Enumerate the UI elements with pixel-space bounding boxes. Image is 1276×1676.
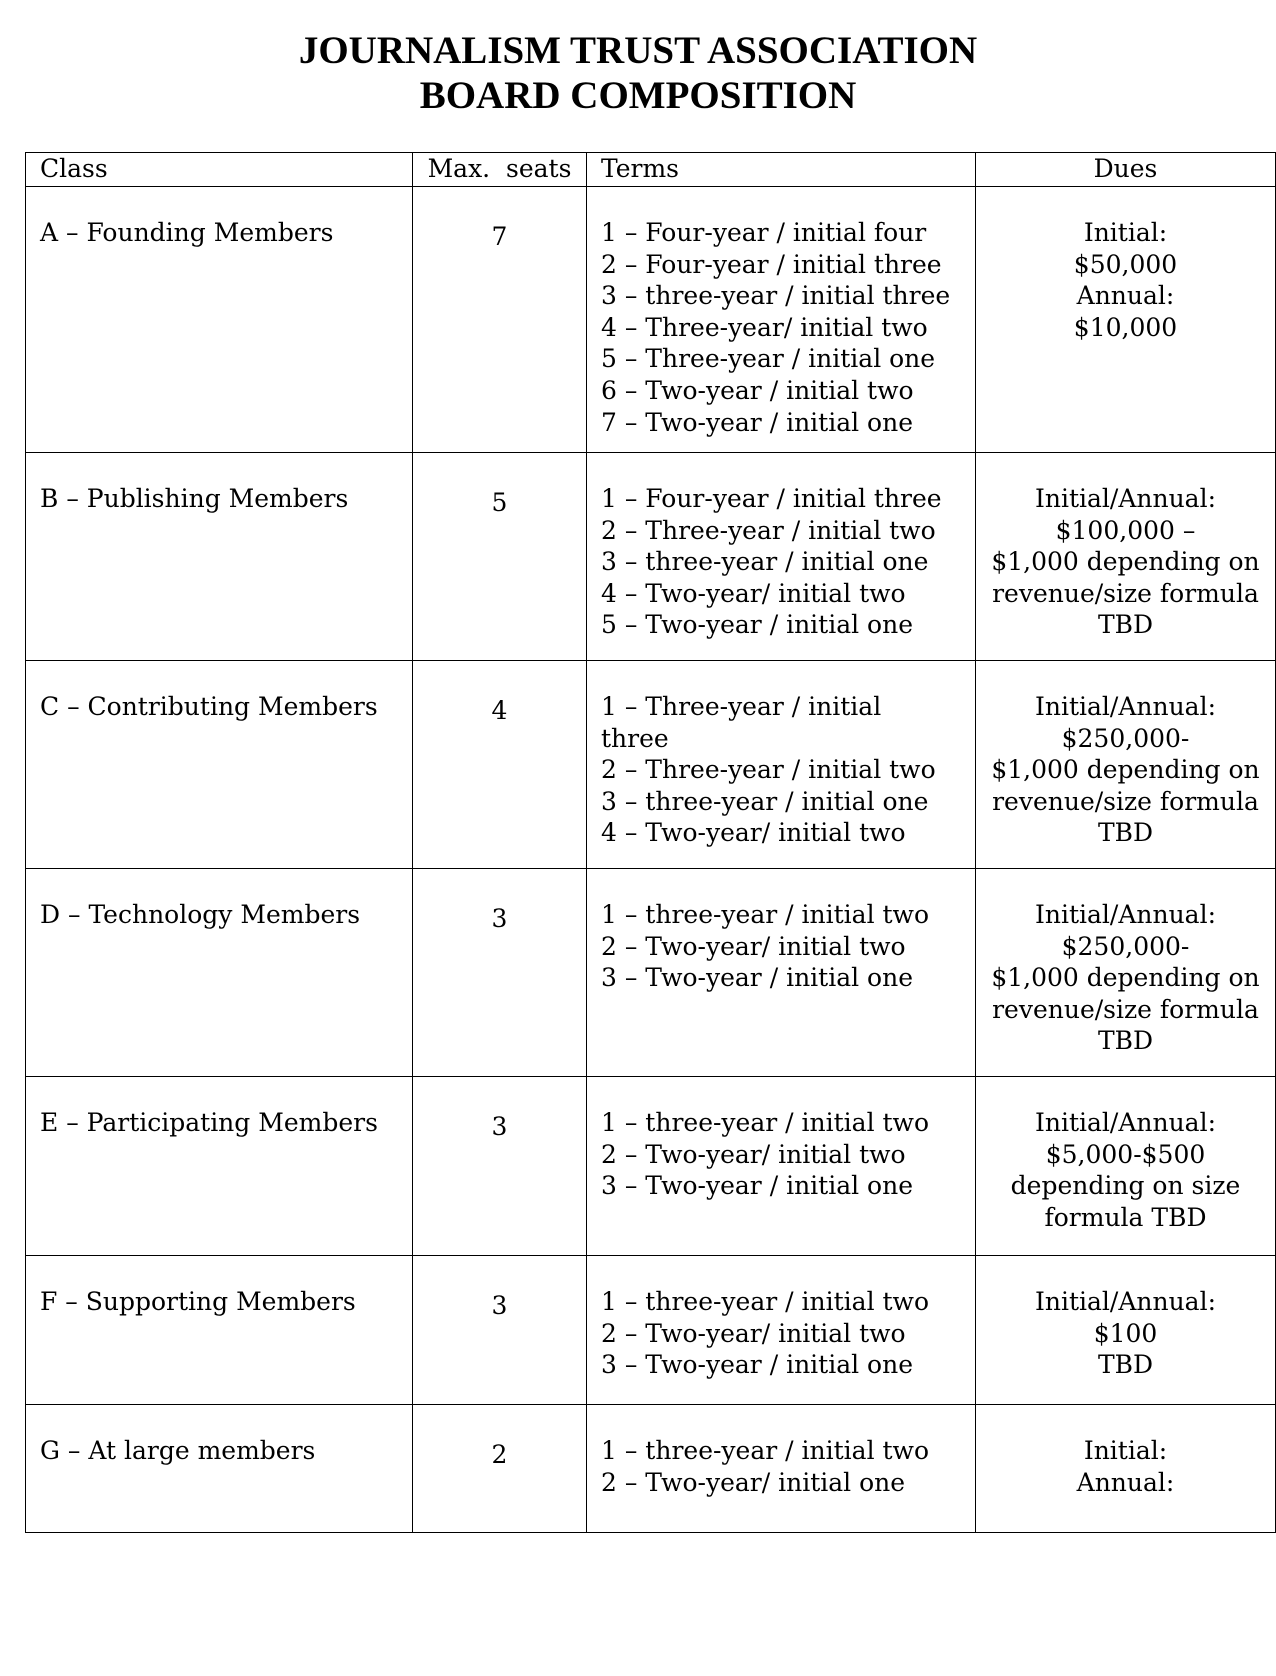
dues-line: $1,000 depending on [991, 963, 1260, 993]
term-line: 1 – Four-year / initial three [601, 484, 942, 513]
dues-line: Annual: [1076, 281, 1175, 311]
header-class: Class [26, 153, 413, 187]
dues-line: TBD [1097, 1026, 1154, 1056]
term-line: 4 – Two-year/ initial two [601, 578, 906, 608]
header-dues: Dues [976, 153, 1276, 187]
term-line: 3 – Two-year / initial one [601, 1350, 913, 1380]
seats-value: 3 [491, 1291, 508, 1320]
title-line-1: JOURNALISM TRUST ASSOCIATION [298, 29, 978, 72]
dues-cell [976, 869, 1276, 1077]
table-row [26, 869, 1276, 1077]
seats-cell [413, 1256, 587, 1405]
term-line: 2 – Two-year/ initial two [601, 1318, 906, 1348]
dues-cell [976, 1405, 1276, 1533]
class-cell: A – Founding Members [26, 187, 413, 453]
term-line: 7 – Two-year / initial one [601, 407, 913, 437]
dues-line: $10,000 [1073, 312, 1178, 342]
term-line: 2 – Two-year/ initial two [601, 931, 906, 961]
dues-line: $1,000 depending on [991, 755, 1260, 785]
term-line: 1 – Three-year / initial three [601, 692, 882, 753]
dues-line: $100 [1093, 1318, 1158, 1348]
seats-value: 7 [491, 222, 508, 251]
dues-line: Initial/Annual: [1034, 692, 1217, 721]
dues-line: TBD [1097, 1350, 1154, 1380]
table-row [26, 1405, 1276, 1533]
class-cell: F – Supporting Members [26, 1256, 413, 1405]
dues-line: revenue/size formula [992, 578, 1259, 608]
seats-cell [413, 187, 587, 453]
class-cell: G – At large members [26, 1405, 413, 1533]
dues-cell [976, 1077, 1276, 1256]
term-line: 1 – three-year / initial two [601, 1436, 930, 1465]
seats-value: 2 [491, 1440, 508, 1469]
terms-cell [587, 661, 976, 869]
table-row [26, 187, 1276, 453]
terms-cell [587, 869, 976, 1077]
table-row [26, 1256, 1276, 1405]
dues-line: TBD [1097, 610, 1154, 640]
term-line: 3 – three-year / initial one [601, 786, 929, 816]
dues-line: $1,000 depending on [991, 547, 1260, 577]
table-row [26, 661, 1276, 869]
dues-line: formula TBD [1044, 1202, 1207, 1232]
term-line: 2 – Four-year / initial three [601, 249, 942, 279]
dues-line: revenue/size formula [992, 994, 1259, 1024]
dues-line: depending on size [1010, 1171, 1241, 1201]
seats-value: 3 [491, 1112, 508, 1141]
dues-line: Initial: [1083, 218, 1168, 247]
terms-cell [587, 187, 976, 453]
dues-line: Initial/Annual: [1034, 1287, 1217, 1316]
dues-line: Initial: [1083, 1436, 1168, 1465]
class-cell: E – Participating Members [26, 1077, 413, 1256]
term-line: 2 – Two-year/ initial two [601, 1139, 906, 1169]
dues-line: $50,000 [1073, 249, 1178, 279]
term-line: 3 – Two-year / initial one [601, 1171, 913, 1201]
class-cell: B – Publishing Members [26, 453, 413, 661]
seats-value: 4 [491, 696, 508, 725]
term-line: 1 – three-year / initial two [601, 900, 930, 929]
terms-cell [587, 453, 976, 661]
seats-value: 5 [491, 488, 508, 517]
term-line: 3 – three-year / initial one [601, 547, 929, 577]
class-cell: C – Contributing Members [26, 661, 413, 869]
term-line: 6 – Two-year / initial two [601, 375, 914, 405]
dues-line: $100,000 – [1055, 515, 1196, 545]
dues-line: Initial/Annual: [1034, 1108, 1217, 1137]
table-row [26, 453, 1276, 661]
seats-cell [413, 1405, 587, 1533]
seats-cell [413, 869, 587, 1077]
term-line: 2 – Three-year / initial two [601, 515, 936, 545]
dues-cell [976, 187, 1276, 453]
term-line: 1 – three-year / initial two [601, 1287, 930, 1316]
header-max-seats: Max. seats [413, 153, 587, 187]
term-line: 3 – Two-year / initial one [601, 963, 913, 993]
board-composition-table [25, 152, 1276, 1533]
class-cell: D – Technology Members [26, 869, 413, 1077]
term-line: 4 – Two-year/ initial two [601, 818, 906, 848]
term-line: 5 – Two-year / initial one [601, 610, 913, 640]
dues-line: $250,000- [1061, 723, 1190, 753]
dues-line: Annual: [1076, 1467, 1175, 1497]
dues-line: Initial/Annual: [1034, 900, 1217, 929]
terms-cell [587, 1256, 976, 1405]
table-header-row [26, 153, 1276, 187]
dues-line: $250,000- [1061, 931, 1190, 961]
term-line: 1 – Four-year / initial four [601, 218, 927, 247]
term-line: 1 – three-year / initial two [601, 1108, 930, 1137]
term-line: 5 – Three-year / initial one [601, 344, 936, 374]
terms-cell [587, 1077, 976, 1256]
seats-cell [413, 453, 587, 661]
term-line: 3 – three-year / initial three [601, 281, 951, 311]
dues-line: revenue/size formula [992, 786, 1259, 816]
dues-cell [976, 453, 1276, 661]
dues-line: $5,000-$500 [1045, 1139, 1206, 1169]
terms-cell [587, 1405, 976, 1533]
term-line: 4 – Three-year/ initial two [601, 312, 928, 342]
term-line: 2 – Three-year / initial two [601, 755, 936, 785]
table-row [26, 1077, 1276, 1256]
seats-cell [413, 1077, 587, 1256]
title-line-2: BOARD COMPOSITION [419, 74, 857, 117]
header-terms: Terms [587, 153, 976, 187]
seats-cell [413, 661, 587, 869]
term-line: 2 – Two-year/ initial one [601, 1467, 906, 1497]
seats-value: 3 [491, 904, 508, 933]
dues-cell [976, 661, 1276, 869]
document-title [0, 28, 1276, 118]
dues-line: Initial/Annual: [1034, 484, 1217, 513]
dues-line: TBD [1097, 818, 1154, 848]
dues-cell [976, 1256, 1276, 1405]
